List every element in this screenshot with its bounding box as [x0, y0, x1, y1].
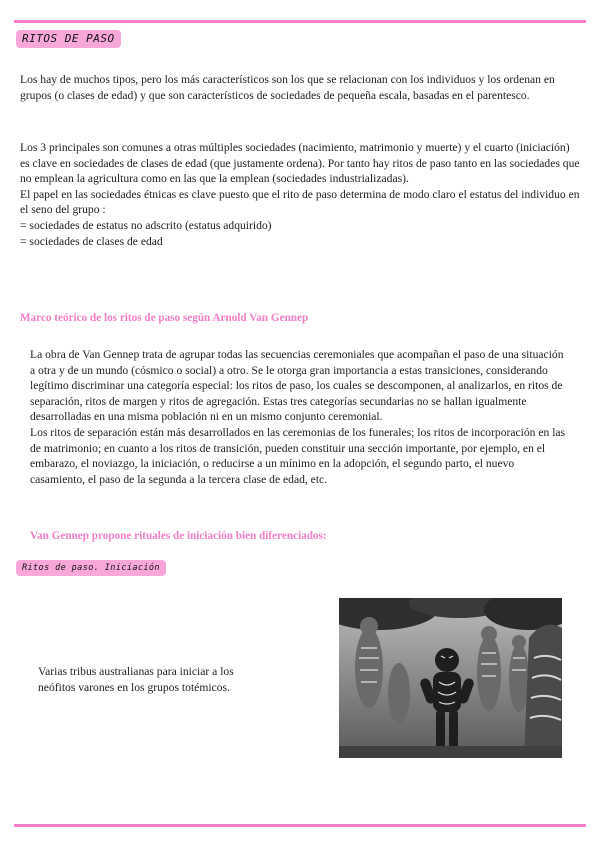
van-gennep-block	[30, 347, 570, 487]
top-pink-rule	[14, 20, 586, 23]
principal-paragraph: Los 3 principales son comunes a otras múltiples sociedades (nacimiento, matrimonio y muerte) y el cuarto (iniciación) es clave en sociedades de clases de edad (que justamente ordena). Por tanto hay ritos de paso tanto en las sociedades que no emplean la agricultura como en las que la emplean (sociedades industrializadas).	[20, 141, 580, 186]
intro-paragraph: Los hay de muchos tipos, pero los más característicos son los que se relacionan con los individuos y los ordenan en grupos (o clases de edad) y que son característicos de sociedades de pequeña escala, basadas en el parentesco.	[20, 73, 555, 102]
heading-rituales-iniciacion: Van Gennep propone rituales de iniciación bien diferenciados:	[30, 530, 327, 542]
principal-rites-block	[20, 140, 580, 249]
photo-caption: Varias tribus australianas para iniciar a los neófitos varones en los grupos totémicos.	[38, 665, 234, 694]
ethnic-paragraph: El papel en las sociedades étnicas es clave puesto que el rito de paso determina de modo claro el estatus del individuo en el seno del grupo :	[20, 187, 580, 217]
subsection-tag: Ritos de paso. Iniciación	[16, 560, 166, 576]
status-list-item: = sociedades de clases de edad	[20, 234, 163, 248]
status-list-item: = sociedades de estatus no adscrito (estatus adquirido)	[20, 218, 272, 232]
van-gennep-paragraph-2: Los ritos de separación están más desarrollados en las ceremonias de los funerales; los ritos de incorporación en las de matrimonio; en cuanto a los ritos de transición, pueden constituir una sección importante, por ejemplo, en el embarazo, el noviazgo, la iniciación, o reducirse a un mínimo en la adopción, el segundo parto, el nuevo casamiento, el paso de la segunda a la tercera clase de edad, etc.	[30, 425, 566, 486]
initiation-photo-graphic	[339, 598, 562, 758]
initiation-photo	[339, 598, 562, 758]
heading-marco-teorico: Marco teórico de los ritos de paso según Arnold Van Gennep	[20, 312, 309, 324]
section-title-tag: RITOS DE PASO	[16, 30, 121, 48]
van-gennep-paragraph-1: La obra de Van Gennep trata de agrupar todas las secuencias ceremoniales que acompañan el paso de una situación a otra y de un mundo (cósmico o social) a otro. Se le otorga gran importancia a estas transiciones, considerando legítimo discriminar una categoría especial: los ritos de paso, los cuales se descomponen, al analizarlos, en ritos de separación, ritos de margen y ritos de agregación. Estas tres categorías secundarias no se hallan igualmente desarrolladas en una misma población ni en un mismo conjunto ceremonial.	[30, 348, 564, 424]
bottom-pink-rule	[14, 824, 586, 827]
status-list	[20, 218, 580, 249]
